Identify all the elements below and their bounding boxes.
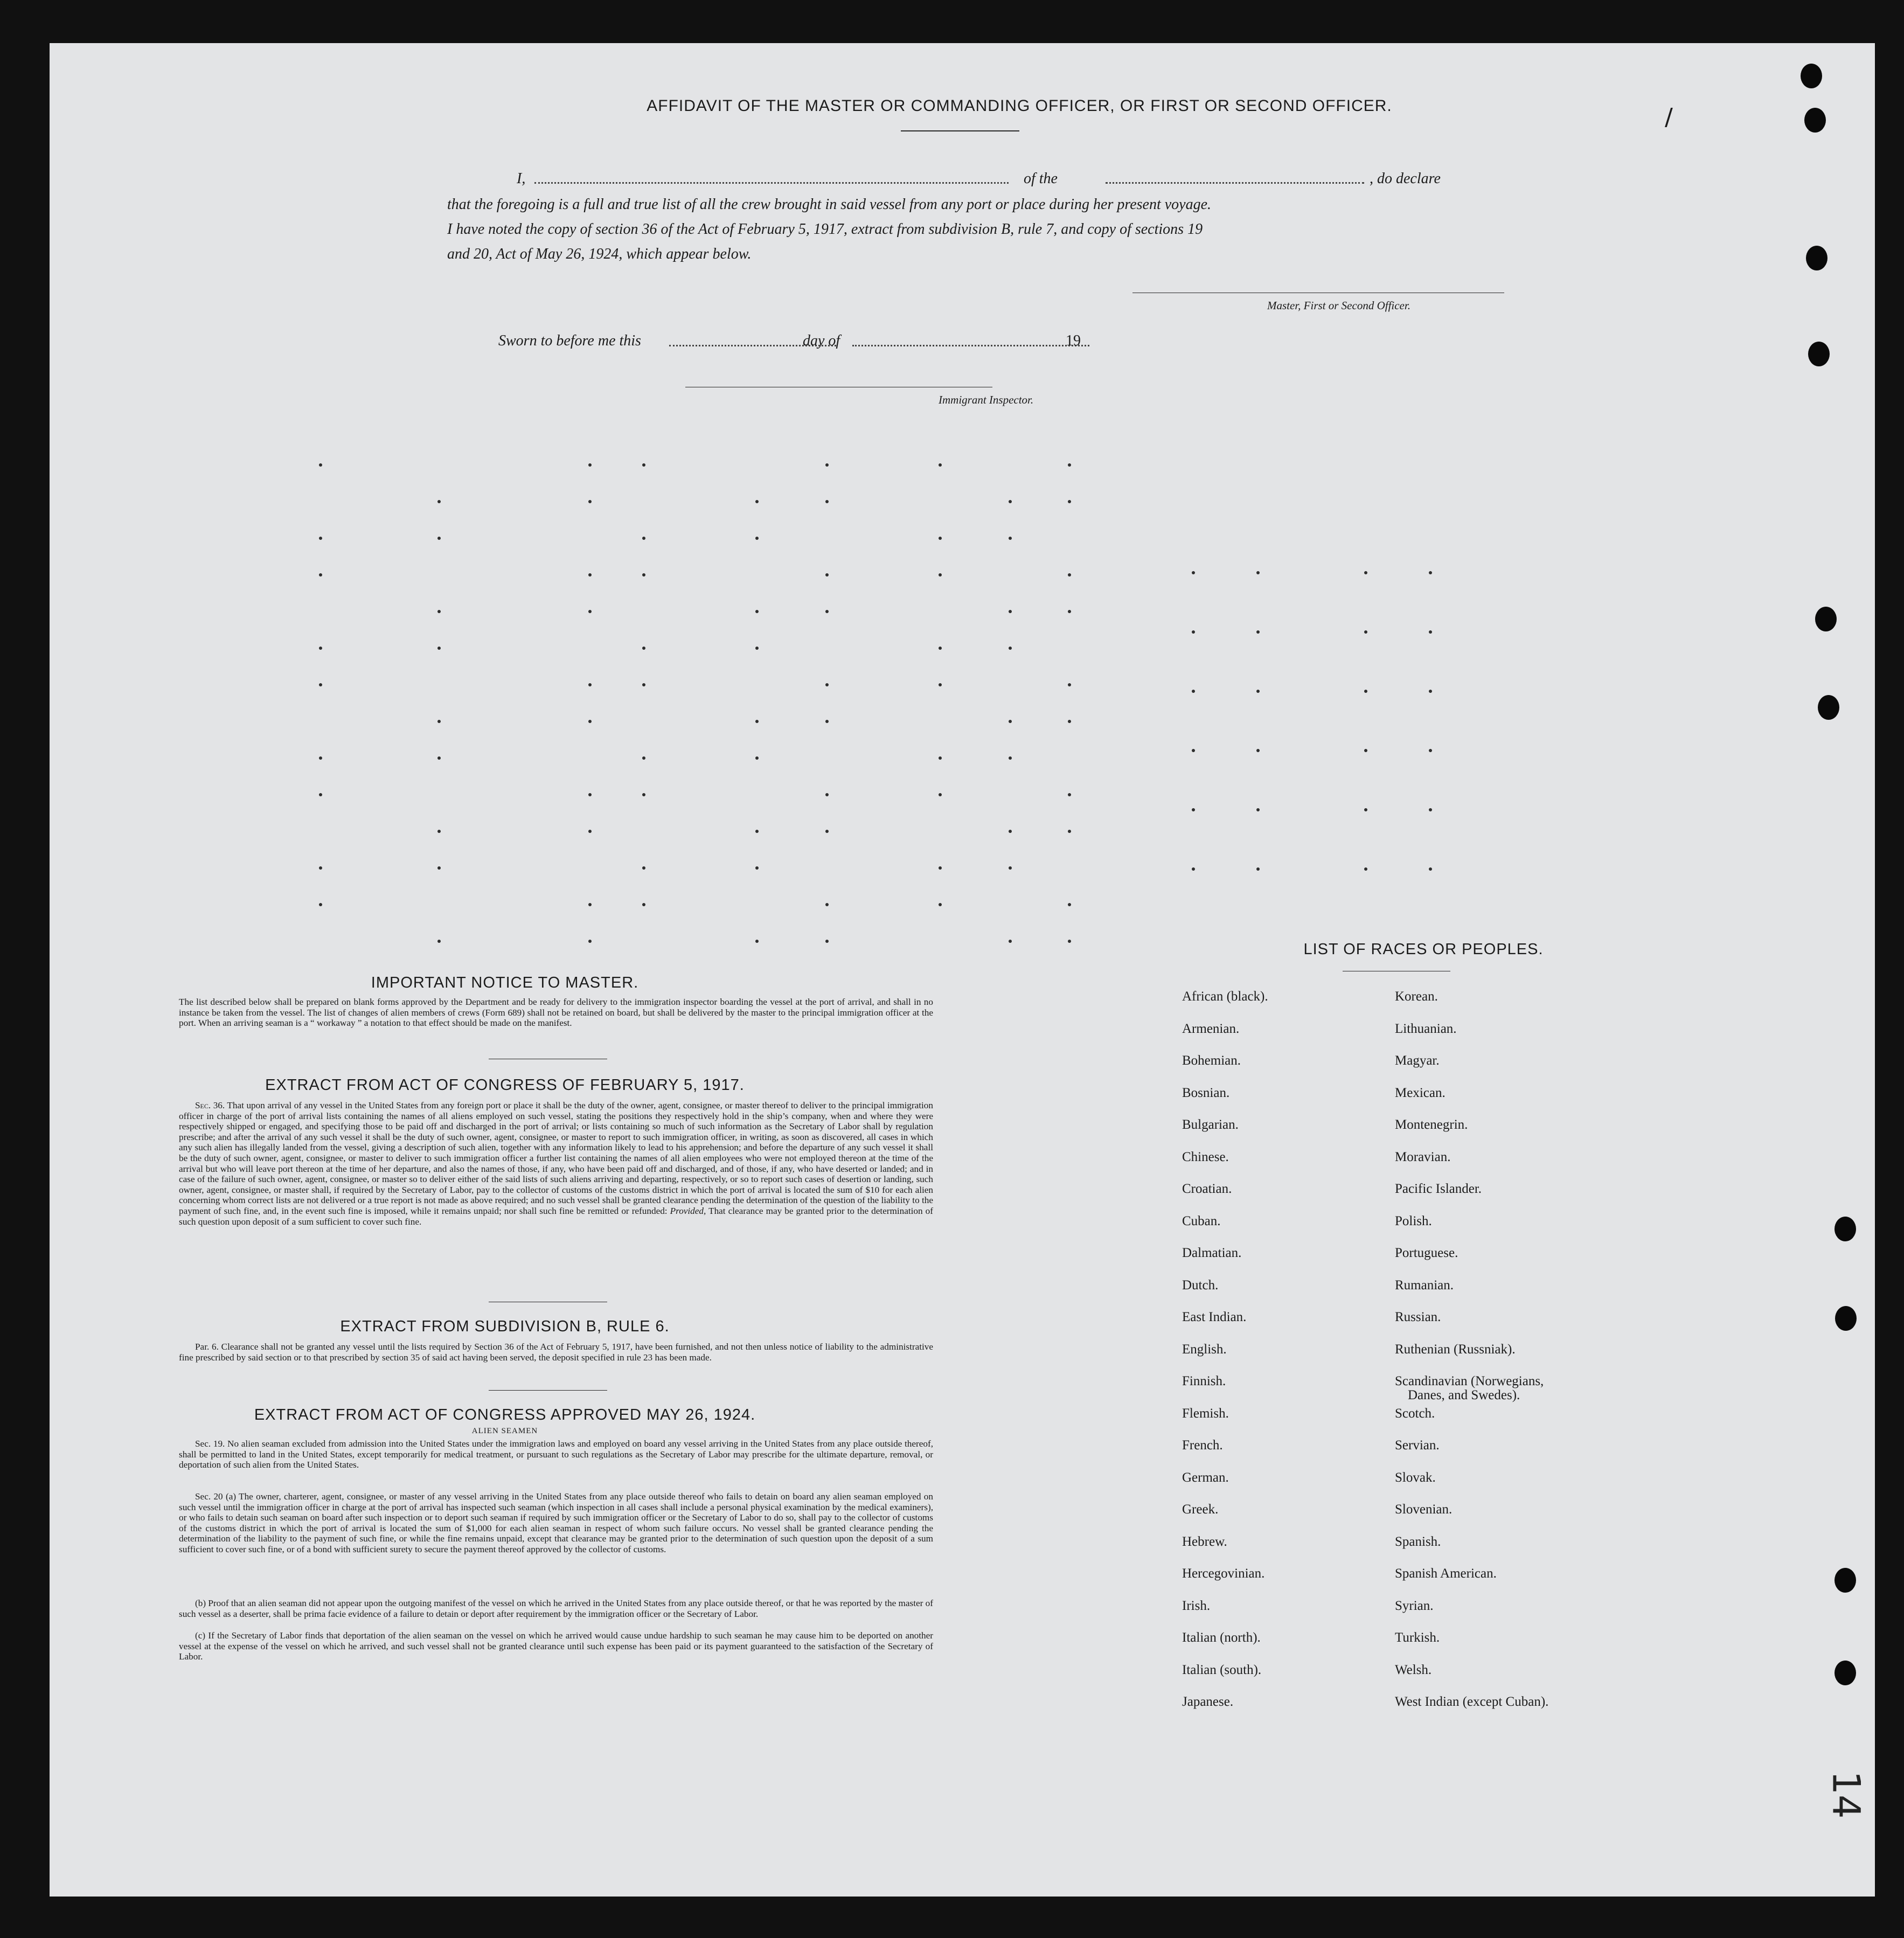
title-underline	[901, 130, 1019, 131]
race-item: Cuban.	[1182, 1213, 1221, 1228]
race-item: Japanese.	[1182, 1694, 1234, 1709]
race-item: Korean.	[1395, 989, 1438, 1004]
print-through-dot	[1256, 808, 1260, 811]
print-through-dot	[437, 866, 441, 870]
race-item: German.	[1182, 1470, 1229, 1485]
print-through-dot	[755, 537, 759, 540]
race-item: Lithuanian.	[1395, 1021, 1457, 1036]
affidavit-of-the: of the	[1024, 170, 1058, 187]
print-through-dot	[1009, 866, 1012, 870]
print-through-dot	[319, 866, 322, 870]
print-through-dot	[642, 903, 645, 906]
punch-hole	[1834, 1661, 1856, 1685]
print-through-dot	[939, 756, 942, 760]
race-item: Slovak.	[1395, 1470, 1436, 1485]
print-through-dot	[1192, 630, 1195, 634]
print-through-dot	[755, 720, 759, 723]
race-item: Finnish.	[1182, 1374, 1226, 1388]
print-through-dot	[437, 940, 441, 943]
race-item: Bohemian.	[1182, 1053, 1241, 1068]
extract-1924-sec19: Sec. 19. No alien seaman excluded from admission into the United States under the immigration laws and employed on board any vessel arriving in the United States from any place outside thereof, shall be permitted to land in the United States, except temporarily for medical treatment, or pursuant to such regulations as the Secretary of Labor may prescribe for the ultimate departure, removal, or deportation of such alien from the United States.	[179, 1439, 933, 1470]
races-title: LIST OF RACES OR PEOPLES.	[1303, 941, 1544, 958]
print-through-dot	[825, 573, 829, 576]
print-through-dot	[1429, 571, 1432, 574]
print-through-dot	[1256, 867, 1260, 871]
extract-1924-title: EXTRACT FROM ACT OF CONGRESS APPROVED MAY 26, 1924.	[254, 1406, 756, 1423]
punch-hole	[1808, 342, 1830, 366]
print-through-dot	[1009, 756, 1012, 760]
print-through-dot	[1429, 808, 1432, 811]
print-through-dot	[319, 793, 322, 796]
print-through-dot	[588, 610, 592, 613]
print-through-dot	[825, 610, 829, 613]
print-through-dot	[939, 647, 942, 650]
print-through-dot	[319, 903, 322, 906]
race-item: Irish.	[1182, 1598, 1211, 1613]
punch-hole	[1801, 64, 1822, 88]
print-through-dot	[588, 500, 592, 503]
print-through-dot	[588, 793, 592, 796]
punch-hole	[1804, 108, 1826, 133]
print-through-dot	[755, 647, 759, 650]
race-item: Croatian.	[1182, 1182, 1232, 1196]
print-through-dot	[642, 647, 645, 650]
print-through-dot	[319, 647, 322, 650]
inspector-label: Immigrant Inspector.	[939, 393, 1034, 406]
punch-hole	[1806, 246, 1827, 270]
race-item: Spanish American.	[1395, 1566, 1497, 1581]
print-through-dot	[1256, 690, 1260, 693]
print-through-dot	[642, 537, 645, 540]
print-through-dot	[642, 463, 645, 467]
affidavit-title: AFFIDAVIT OF THE MASTER OR COMMANDING OFFICER, OR FIRST OR SECOND OFFICER.	[647, 97, 1392, 115]
affidavit-line-4: and 20, Act of May 26, 1924, which appear below.	[447, 246, 752, 262]
provided-label: Provided,	[670, 1205, 706, 1216]
print-through-dot	[1429, 749, 1432, 752]
extract-subdivision-body: Par. 6. Clearance shall not be granted any vessel until the lists required by Section 36 of the Act of February 5, 1917, have been furnished, and not then unless notice of liability to the administrative fine prescribed by said section or to that prescribed by section 35 of said act having been served, the deposit specified in rule 23 has been made.	[179, 1342, 933, 1363]
affidavit-line-3: I have noted the copy of section 36 of the Act of February 5, 1917, extract from subdivision B, rule 7, and copy of sections 19	[447, 221, 1203, 238]
print-through-dot	[588, 720, 592, 723]
print-through-dot	[755, 940, 759, 943]
race-item: Mexican.	[1395, 1085, 1446, 1100]
race-item: Scandinavian (Norwegians,	[1395, 1374, 1544, 1388]
punch-hole	[1834, 1217, 1856, 1241]
print-through-dot	[1364, 690, 1367, 693]
print-through-dot	[588, 463, 592, 467]
print-through-dot	[1364, 630, 1367, 634]
race-item: Italian (south).	[1182, 1662, 1262, 1677]
print-through-dot	[1429, 630, 1432, 634]
print-through-dot	[642, 756, 645, 760]
race-item: Bosnian.	[1182, 1085, 1230, 1100]
extract-subdivision-divider	[489, 1390, 607, 1391]
print-through-dot	[437, 610, 441, 613]
print-through-dot	[588, 573, 592, 576]
race-item: Syrian.	[1395, 1598, 1434, 1613]
print-through-dot	[939, 463, 942, 467]
print-through-dot	[1009, 720, 1012, 723]
print-through-dot	[588, 903, 592, 906]
race-item: Flemish.	[1182, 1406, 1229, 1421]
print-through-dot	[755, 500, 759, 503]
extract-1924-sec20c: (c) If the Secretary of Labor finds that deportation of the alien seaman on the vessel on which he arrived would cause undue hardship to such seaman he may cause him to be deported on another vessel at the expense of the vessel on which he arrived, and such vessel shall not be granted clearance until such expense has been paid or its payment guaranteed to the satisfaction of the Secretary of Labor.	[179, 1630, 933, 1662]
print-through-dot	[642, 573, 645, 576]
sec-36-text-end: That clearance may be granted prior to the determination of such question upon deposit of a sum sufficient to cover such fine.	[179, 1205, 933, 1227]
race-item: Dutch.	[1182, 1277, 1219, 1293]
race-item: African (black).	[1182, 989, 1268, 1004]
print-through-dot	[825, 720, 829, 723]
year-prefix: 19	[1066, 332, 1081, 349]
print-through-dot	[1068, 830, 1071, 833]
sworn-prefix: Sworn to before me this	[498, 332, 641, 349]
notice-body: The list described below shall be prepared on blank forms approved by the Department and be ready for delivery to the immigration inspector boarding the vessel at the port of arrival, and shall in no instance be taken from the vessel. The list of changes of alien members of crews (Form 689) shall not be retained on board, but shall be delivered by the master to the principal immigration officer at the port. When an arriving seaman is a “ workaway ” a notation to that effect should be made on the manifest.	[179, 997, 933, 1029]
print-through-dot	[1364, 808, 1367, 811]
month-blank[interactable]	[852, 345, 1089, 346]
race-item: West Indian (except Cuban).	[1395, 1694, 1549, 1709]
print-through-dot	[825, 903, 829, 906]
print-through-dot	[437, 500, 441, 503]
print-through-dot	[939, 903, 942, 906]
vessel-blank[interactable]	[1106, 182, 1364, 184]
print-through-dot	[939, 866, 942, 870]
extract-1924-sec20a: Sec. 20 (a) The owner, charterer, agent, consignee, or master of any vessel arriving in the United States from any place outside thereof who fails to detain on board any alien seaman employed on such vessel until the immigration officer in charge at the port of arrival has inspected such seaman (which inspection in all cases shall include a personal physical examination by the medical examiners), or who fails to detain such seaman on board after such inspection or to deport such seaman if required by such immigration officer or the Secretary of Labor to do so, shall pay to the collector of customs of the customs district in which the port of arrival is located the sum of $1,000 for each alien seaman in respect of whom such failure occurs. No vessel shall be granted clearance pending the determination of the liability to the payment of such fine, or while the fine remains unpaid, except that clearance may be granted prior to the determination of such question upon the deposit of a sum sufficient to cover such fine, or of a bond with sufficient surety to secure the payment thereof approved by the collector of customs.	[179, 1491, 933, 1554]
print-through-dot	[1009, 830, 1012, 833]
print-through-dot	[1068, 903, 1071, 906]
print-through-dot	[1068, 500, 1071, 503]
extract-1917-body	[179, 1100, 933, 1227]
print-through-dot	[1009, 647, 1012, 650]
margin-handwritten-number: 14	[1824, 1770, 1868, 1819]
print-through-dot	[755, 866, 759, 870]
print-through-dot	[1364, 571, 1367, 574]
print-through-dot	[1429, 867, 1432, 871]
punch-hole	[1818, 695, 1839, 720]
print-through-dot	[1429, 690, 1432, 693]
print-through-dot	[1068, 463, 1071, 467]
affidavit-line-2: that the foregoing is a full and true list of all the crew brought in said vessel from any port or place during her present voyage.	[447, 196, 1212, 213]
print-through-dot	[1192, 749, 1195, 752]
print-through-dot	[437, 537, 441, 540]
extract-1917-title: EXTRACT FROM ACT OF CONGRESS OF FEBRUARY 5, 1917.	[265, 1076, 745, 1094]
print-through-dot	[1192, 867, 1195, 871]
race-item: English.	[1182, 1342, 1227, 1357]
print-through-dot	[437, 756, 441, 760]
affidavit-declare: , do declare	[1370, 170, 1441, 187]
corner-handwritten-mark: /	[1665, 103, 1673, 131]
race-item: Portuguese.	[1395, 1246, 1458, 1260]
print-through-dot	[437, 720, 441, 723]
print-through-dot	[1256, 571, 1260, 574]
print-through-dot	[1192, 690, 1195, 693]
extract-1924-sec20b: (b) Proof that an alien seaman did not appear upon the outgoing manifest of the vessel on which he arrived in the United States from any place outside thereof, or that he was reported by the master of such vessel as a deserter, shall be prima facie evidence of a failure to detain or deport after requirement by the immigration officer or the Secretary of Labor.	[179, 1598, 933, 1619]
print-through-dot	[939, 573, 942, 576]
race-item: Turkish.	[1395, 1630, 1440, 1645]
print-through-dot	[319, 463, 322, 467]
print-through-dot	[1192, 808, 1195, 811]
print-through-dot	[755, 756, 759, 760]
race-item: Greek.	[1182, 1502, 1219, 1517]
day-of: day of	[803, 332, 840, 349]
document-page	[50, 43, 1875, 1897]
print-through-dot	[1364, 749, 1367, 752]
print-through-dot	[1068, 720, 1071, 723]
print-through-dot	[437, 830, 441, 833]
name-blank[interactable]	[534, 182, 1009, 184]
race-item: Armenian.	[1182, 1021, 1240, 1036]
print-through-dot	[1009, 500, 1012, 503]
race-item: Hebrew.	[1182, 1534, 1227, 1549]
print-through-dot	[755, 830, 759, 833]
punch-hole	[1834, 1568, 1856, 1593]
print-through-dot	[588, 830, 592, 833]
print-through-dot	[642, 793, 645, 796]
print-through-dot	[825, 683, 829, 686]
print-through-dot	[319, 683, 322, 686]
print-through-dot	[1068, 940, 1071, 943]
print-through-dot	[319, 573, 322, 576]
race-item: Ruthenian (Russniak).	[1395, 1342, 1516, 1357]
print-through-dot	[642, 866, 645, 870]
race-item: Slovenian.	[1395, 1502, 1453, 1517]
print-through-dot	[755, 610, 759, 613]
affidavit-i: I,	[517, 170, 526, 187]
print-through-dot	[1192, 571, 1195, 574]
print-through-dot	[825, 463, 829, 467]
race-item: Moravian.	[1395, 1149, 1451, 1164]
print-through-dot	[319, 756, 322, 760]
race-item: Spanish.	[1395, 1534, 1441, 1549]
race-item: Rumanian.	[1395, 1277, 1454, 1293]
print-through-dot	[939, 683, 942, 686]
race-item: East Indian.	[1182, 1310, 1247, 1324]
race-item: Chinese.	[1182, 1149, 1229, 1164]
race-item: Italian (north).	[1182, 1630, 1261, 1645]
print-through-dot	[825, 940, 829, 943]
punch-hole	[1835, 1306, 1857, 1331]
race-item: Bulgarian.	[1182, 1117, 1239, 1132]
race-item: Servian.	[1395, 1438, 1440, 1453]
print-through-dot	[939, 537, 942, 540]
print-through-dot	[1068, 683, 1071, 686]
race-item: Welsh.	[1395, 1662, 1432, 1677]
race-item: Magyar.	[1395, 1053, 1440, 1068]
print-through-dot	[437, 647, 441, 650]
extract-1924-subtitle: ALIEN SEAMEN	[471, 1427, 538, 1435]
race-item: Hercegovinian.	[1182, 1566, 1265, 1581]
race-item: Pacific Islander.	[1395, 1182, 1482, 1196]
print-through-dot	[825, 793, 829, 796]
sec-36-text: That upon arrival of any vessel in the United States from any foreign port or place it shall be the duty of the owner, agent, consignee, or master thereof to deliver to the principal immigration officer in charge of the port of arrival lists containing the names of all aliens employed on such vessel, stating the positions they respectively hold in the ship’s company, when and where they were respectively shipped or engaged, and specifying those to be paid off and discharged in the port of arrival; or lists containing so much of such information as the Secretary of Labor shall by regulation prescribe; and after the arrival of any such vessel it shall be the duty of such owner, agent, consignee, or master to report to such immigration officer, in writing, as soon as discovered, all cases in which any such alien has illegally landed from the vessel, giving a description of such alien, together with any information likely to lead to his apprehension; and before the departure of any such vessel it shall be the duty of such owner, agent, consignee, or master to deliver to such immigration officer a further list containing the names of all alien employees who were not employed thereon at the time of the arrival but who will leave port thereon at the time of her departure, and also the names of those, if any, who have been paid off and discharged, and of those, if any, who have deserted or landed; and in case of the failure of such owner, agent, consignee, or master so to deliver either of the said lists of such aliens arriving and departing, respectively, or so to report such cases of desertion or landing, such owner, agent, consignee, or master shall, if required by the Secretary of Labor, pay to the collector of customs of the customs district in which the port of arrival is located the sum of $10 for each alien concerning whom correct lists are not delivered or a true report is not made as above required; and no such vessel shall be granted clearance pending the determination of the question of the liability to the payment of such fine, and, in the event such fine is imposed, while it remains unpaid; nor shall such fine be remitted or refunded:	[179, 1100, 933, 1216]
race-item: Polish.	[1395, 1213, 1432, 1228]
print-through-dot	[1068, 610, 1071, 613]
race-scandinavian-continuation: Danes, and Swedes).	[1408, 1388, 1520, 1402]
print-through-dot	[825, 500, 829, 503]
print-through-dot	[319, 537, 322, 540]
print-through-dot	[1256, 630, 1260, 634]
print-through-dot	[588, 940, 592, 943]
print-through-dot	[1068, 573, 1071, 576]
race-item: Dalmatian.	[1182, 1246, 1242, 1260]
print-through-dot	[825, 830, 829, 833]
sec-36-label: Sec. 36.	[195, 1100, 225, 1110]
print-through-dot	[1009, 610, 1012, 613]
print-through-dot	[642, 683, 645, 686]
punch-hole	[1815, 607, 1837, 631]
print-through-dot	[1256, 749, 1260, 752]
print-through-dot	[1364, 867, 1367, 871]
extract-subdivision-title: EXTRACT FROM SUBDIVISION B, RULE 6.	[340, 1318, 670, 1335]
print-through-dot	[939, 793, 942, 796]
race-item: Russian.	[1395, 1310, 1441, 1324]
print-through-dot	[588, 683, 592, 686]
print-through-dot	[1068, 793, 1071, 796]
print-through-dot	[1009, 940, 1012, 943]
notice-title: IMPORTANT NOTICE TO MASTER.	[371, 974, 639, 991]
race-item: Scotch.	[1395, 1406, 1435, 1421]
race-item: Montenegrin.	[1395, 1117, 1468, 1132]
print-through-dot	[1009, 537, 1012, 540]
race-item: French.	[1182, 1438, 1223, 1453]
officer-label: Master, First or Second Officer.	[1267, 299, 1410, 312]
